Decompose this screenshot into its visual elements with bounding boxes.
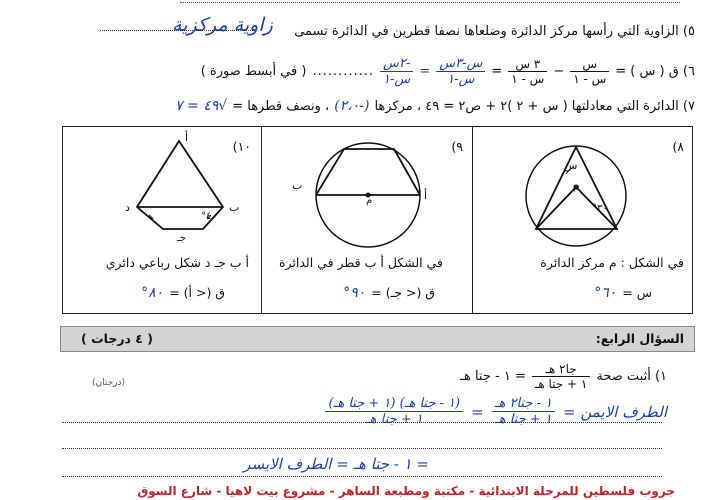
work-line1-f2-num: (١ - جتا هـ) (١ + جتا هـ)	[325, 396, 463, 412]
figure-10-diagram	[123, 137, 233, 247]
q7-radius-answer: √٤٩ = ٧	[175, 98, 228, 114]
q7-text: ٧) الدائرة التي معادلتها ( س + ٢ )٢ + ص٢ = ٤٩ ، مركزها	[374, 98, 695, 114]
q4-1-den: ١ + جتا هـ	[534, 377, 588, 391]
q6-suffix: ( في أبسط صورة )	[200, 64, 307, 79]
q5-text: ٥) الزاوية التي رأسها مركز الدائرة وضلعاها نصفا قطرين في الدائرة تسمى	[294, 24, 695, 39]
figure-10-number: ١٠)	[232, 139, 251, 154]
figure-8-answer-label: س =	[622, 285, 652, 300]
q4-1-row	[460, 362, 667, 391]
q4-1-fraction	[532, 362, 591, 391]
figure-10	[63, 127, 261, 313]
work-line1-f2-den: ١ + جتا هـ	[365, 412, 423, 427]
work-line-2: = ١ - جتا هـ = الطرف الايسر	[243, 455, 429, 473]
figure-9-answer-row	[343, 285, 435, 301]
q6-f1-den: س - ١	[573, 72, 607, 86]
work-line1-f1-den: ١ + جتا هـ	[494, 412, 552, 427]
figure-9-label-m: م	[366, 195, 373, 206]
q6-hw-equals: =	[419, 64, 431, 79]
q6-fraction-1	[570, 57, 609, 86]
figure-10-answer-row	[141, 285, 225, 301]
figure-9-answer-label: ق (< جـ) =	[371, 285, 435, 300]
q6-label: ٦) ق ( س ) =	[615, 64, 695, 79]
q6-hw1-den: س-١	[447, 72, 475, 87]
q6-row	[201, 56, 695, 87]
figures-box	[62, 126, 693, 314]
figure-10-caption: أ ب جـ د شكل رباعي دائري	[105, 255, 249, 270]
figure-9-number: ٩)	[451, 139, 463, 154]
q4-1-label: ١) أثبت صحة	[596, 369, 667, 384]
figure-8-number: ٨)	[672, 139, 684, 154]
q7-center-answer: (-٢،٠)	[334, 98, 370, 114]
q4-1-side-note: (درجتان)	[92, 378, 126, 388]
q6-hw1-num: س-٣س	[436, 56, 485, 72]
q6-hw-fraction-2	[380, 56, 413, 87]
figure-divider-2	[472, 127, 473, 313]
figure-8-angle: ٣٠°	[592, 203, 608, 214]
q6-f1-num: س	[570, 57, 609, 72]
footer: جروب فلسطين للمرحلة الابتدائية - مكتبة ومطبعة الساهر - مشروع بيت لاهيا - شارع السوق	[137, 484, 675, 498]
q6-equals: =	[491, 64, 503, 79]
q5-dots	[100, 30, 255, 31]
work-dotline-3	[62, 476, 662, 477]
q4-1-rhs: = ١ - جتا هـ	[460, 369, 526, 384]
figure-8	[474, 127, 692, 313]
figure-10-answer-label: ق (< أ) =	[169, 285, 225, 300]
figure-9-answer: ٩٠°	[343, 285, 366, 301]
figure-8-caption: في الشكل : م مركز الدائرة	[540, 255, 684, 270]
figure-10-angle: ٤٠°	[201, 211, 217, 222]
q5-answer: زاوية مركزية	[172, 14, 273, 36]
figure-8-diagram	[514, 141, 644, 251]
q6-f2-den: س - ١	[511, 72, 545, 86]
work-dotline-2	[62, 448, 662, 449]
work-line1-equals: =	[471, 402, 484, 421]
q6-hw-fraction-1	[436, 56, 485, 87]
q6-f2-num: ٣ س	[508, 57, 547, 72]
figure-10-label-a: أ	[185, 131, 189, 144]
q6-fraction-2	[508, 57, 547, 86]
figure-10-answer: ٨٠°	[141, 285, 164, 301]
q6-minus: −	[553, 64, 565, 79]
q6-hw2-den: س-١	[383, 72, 411, 87]
work-line1-f1-num: ١ - جتا٢ هـ	[492, 396, 555, 412]
figure-10-label-c: جـ	[177, 233, 187, 244]
figure-9-caption: في الشكل أ ب قطر في الدائرة	[278, 255, 443, 270]
figure-10-label-b: ب	[229, 201, 240, 214]
figure-9-label-a: أ	[424, 189, 428, 202]
top-cut-line	[180, 0, 680, 3]
q7-row	[175, 98, 695, 114]
figure-8-answer: ٦٠°	[594, 285, 617, 301]
section4-title: السؤال الرابع:	[595, 331, 684, 346]
figure-8-answer-row	[594, 285, 652, 301]
q6-hw2-num: -٢س	[380, 56, 413, 72]
figure-9	[262, 127, 471, 313]
q4-1-num: جا٢ هـ	[532, 362, 591, 377]
figure-8-label-m: م	[573, 179, 580, 192]
figure-8-label-s: س	[564, 159, 578, 172]
q6-dots: ............	[312, 64, 375, 79]
q7-radius-label: ، ونصف قطرها =	[232, 98, 330, 114]
section4-marks: ( ٤ درجات )	[81, 331, 154, 346]
section4-header	[60, 326, 695, 352]
work-dotline-1	[62, 422, 662, 423]
figure-9-label-b: ب	[292, 179, 303, 192]
work-line1-lhs: الطرف الايمن =	[563, 402, 667, 421]
figure-10-label-d: د	[125, 201, 130, 214]
